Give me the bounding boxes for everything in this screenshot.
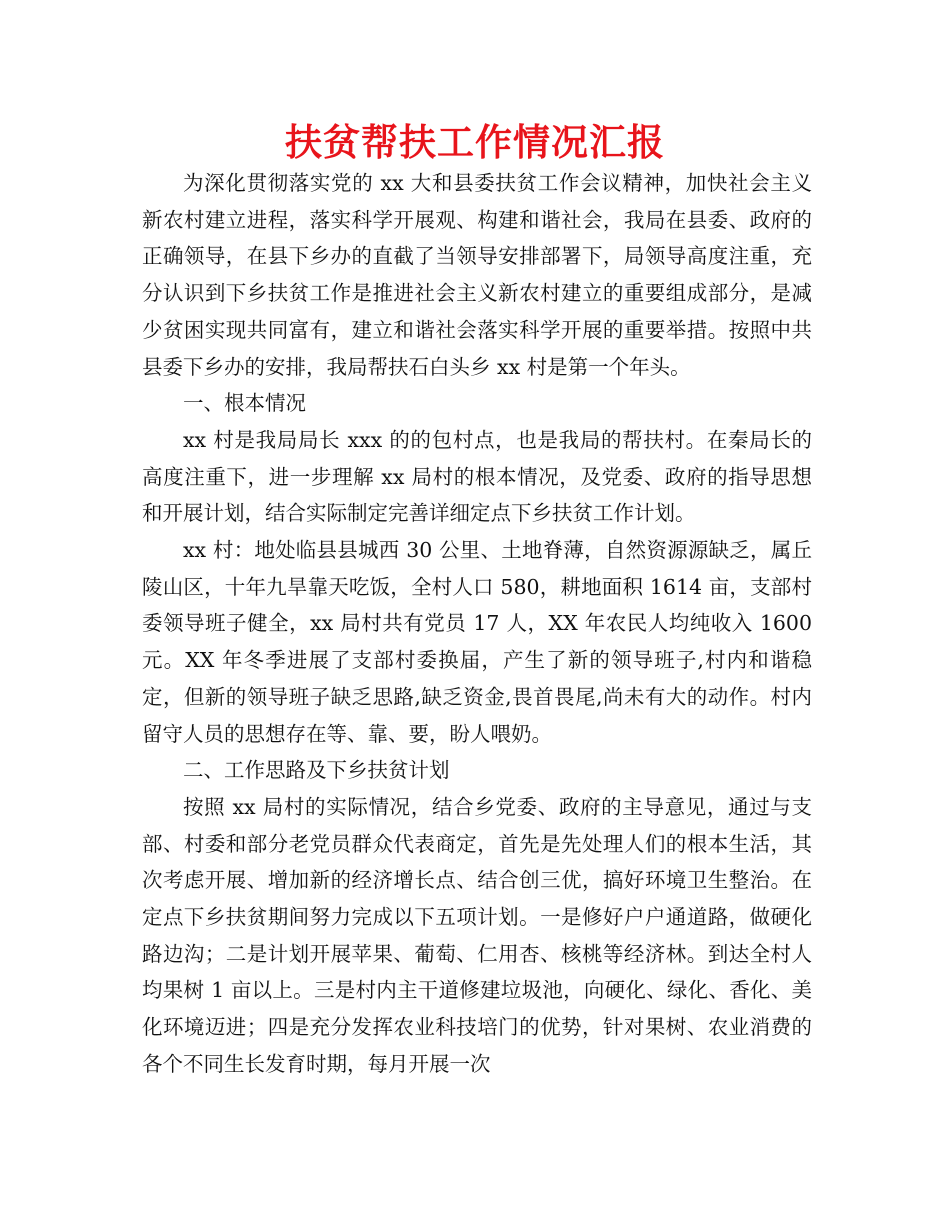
paragraph-village-overview: xx 村是我局局长 xxx 的的包村点，也是我局的帮扶村。在秦局长的高度注重下，进一步理解 xx 局村的根本情况，及党委、政府的指导思想和开展计划，结合实际制定完善详细定点下乡扶贫工作计划。 xyxy=(142,427,812,526)
paragraph-village-details: xx 村：地处临县县城西 30 公里、土地脊薄，自然资源源缺乏，属丘陵山区，十年九旱靠天吃饭，全村人口 580，耕地面积 1614 亩，支部村委领导班子健全，xx 局村共有党员 17 人，XX 年农民人均纯收入 1600 元。XX 年冬季进展了支部村委换届，产生了新的领导班子,村内和谐稳定，但新的领导班子缺乏思路,缺乏资金,畏首畏尾,尚未有大的动作。村内留守人员的思想存在等、靠、要，盼人喂奶。 xyxy=(142,538,812,746)
section-heading-basic-situation: 一、根本情况 xyxy=(183,391,306,416)
paragraph-work-plan: 按照 xx 局村的实际情况，结合乡党委、政府的主导意见，通过与支部、村委和部分老党员群众代表商定，首先是先处理人们的根本生活，其次考虑开展、增加新的经济增长点、结合创三优，搞好环境卫生整治。在定点下乡扶贫期间努力完成以下五项计划。一是修好户户通道路，做硬化路边沟；二是计划开展苹果、葡萄、仁用杏、核桃等经济林。到达全村人均果树 1 亩以上。三是村内主干道修建垃圾池，向硬化、绿化、香化、美化环境迈进；四是充分发挥农业科技培门的优势，针对果树、农业消费的各个不同生长发育时期，每月开展一次 xyxy=(142,794,812,1076)
document-body xyxy=(142,165,812,1083)
document-title: 扶贫帮扶工作情况汇报 xyxy=(285,121,665,164)
paragraph-intro: 为深化贯彻落实党的 xx 大和县委扶贫工作会议精神，加快社会主义新农村建立进程，落实科学开展观、构建和谐社会，我局在县委、政府的正确领导，在县下乡办的直截了当领导安排部署下，局领导高度注重，充分认识到下乡扶贫工作是推进社会主义新农村建立的重要组成部分，是减少贫困实现共同富有，建立和谐社会落实科学开展的重要举措。按照中共县委下乡办的安排，我局帮扶石白头乡 xx 村是第一个年头。 xyxy=(142,171,812,379)
section-heading-work-plan: 二、工作思路及下乡扶贫计划 xyxy=(183,758,450,783)
